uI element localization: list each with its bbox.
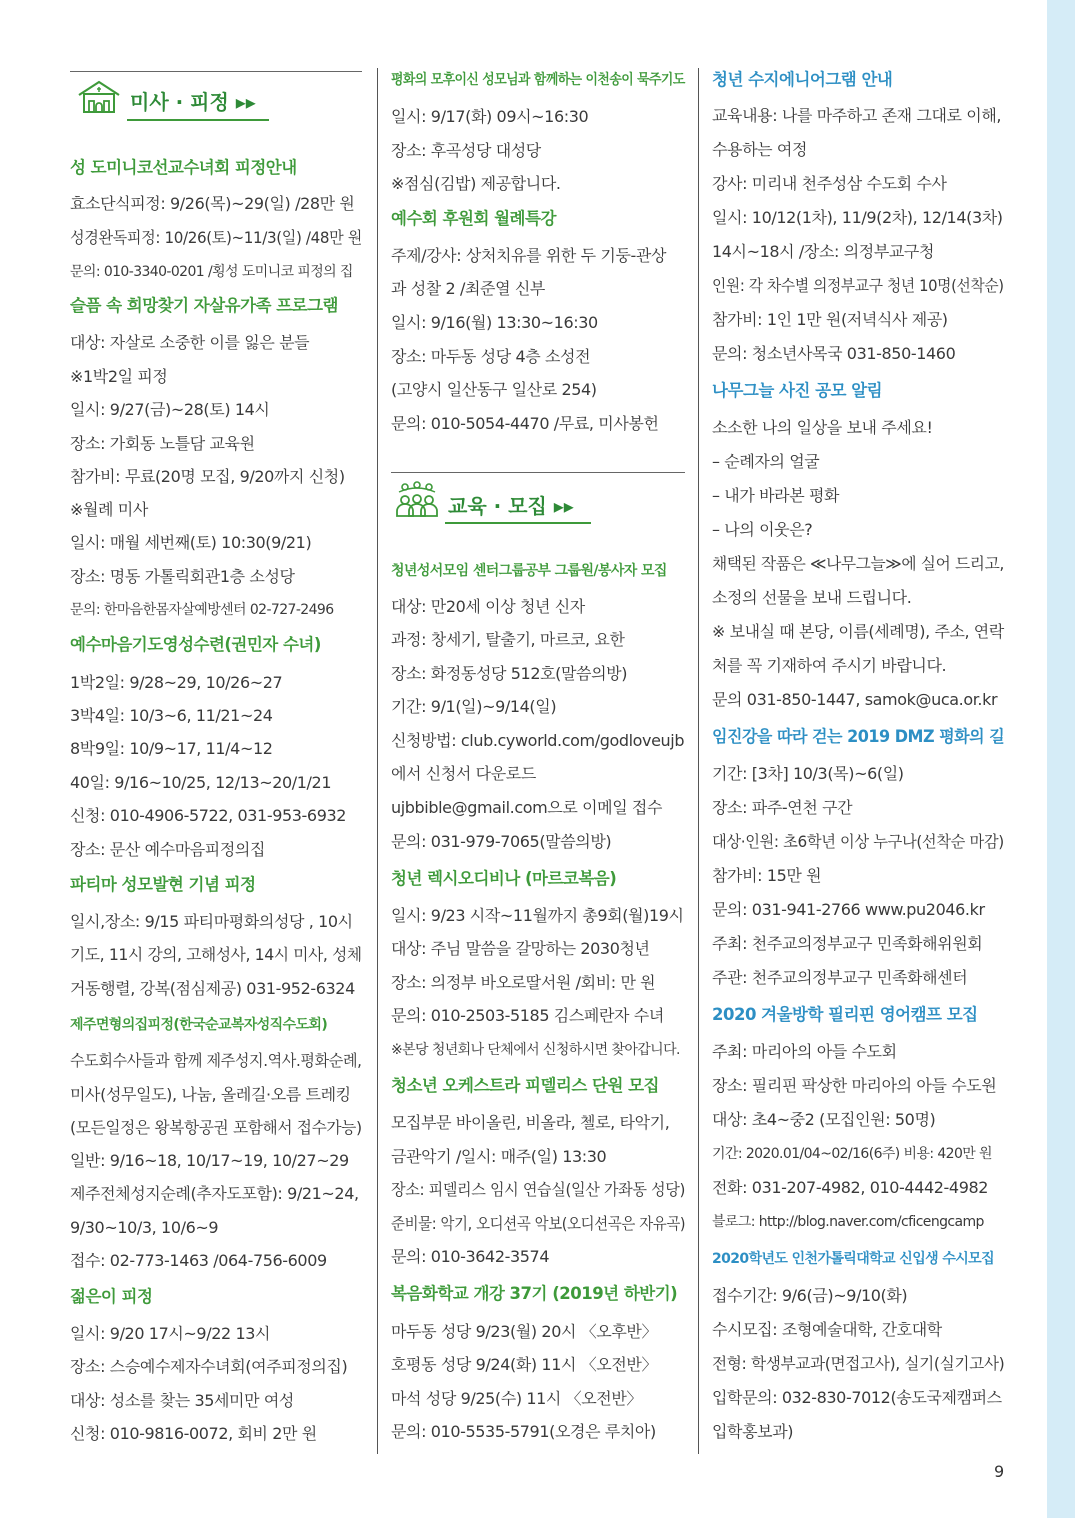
notice-line: ※점심(김밥) 제공합니다. <box>391 174 561 193</box>
notice-line: 마석 성당 9/25(수) 11시 〈오전반〉 <box>391 1389 643 1408</box>
section-title-education: 교육 · 모집 ▸▸ <box>448 494 574 518</box>
notice-line: 문의 031-850-1447, samok@uca.or.kr <box>712 690 998 709</box>
notice-line: – 순례자의 얼굴 <box>712 452 820 471</box>
notice-line: 9/30~10/3, 10/6~9 <box>70 1218 219 1237</box>
notice-line: 기간: 2020.01/04~02/16(6주) 비용: 420만 원 <box>712 1146 992 1162</box>
notice-line: 소소한 나의 일상을 보내 주세요! <box>712 418 933 437</box>
notice-line: 장소: 화정동성당 512호(말씀의방) <box>391 664 628 683</box>
notice-line: 제주전체성지순례(추자도포함): 9/21~24, <box>70 1184 359 1203</box>
notice-heading: 젊은이 피정 <box>70 1287 153 1306</box>
notice-line: 접수기간: 9/6(금)~9/10(화) <box>712 1286 908 1305</box>
notice-line: ※본당 청년회나 단체에서 신청하시면 찾아갑니다. <box>391 1042 680 1058</box>
notice-line: 문의: 010-3642-3574 <box>391 1247 550 1266</box>
notice-line: 장소: 후곡성당 대성당 <box>391 141 541 160</box>
notice-heading: 청년 렉시오디비나 (마르코복음) <box>391 869 617 888</box>
notice-heading: 슬픔 속 희망찾기 자살유가족 프로그램 <box>70 296 339 315</box>
notice-heading: 2020학년도 인천가톨릭대학교 신입생 수시모집 <box>712 1251 995 1267</box>
notice-line: 3박4일: 10/3~6, 11/21~24 <box>70 706 273 725</box>
notice-heading: 예수마음기도영성수련(권민자 수녀) <box>70 635 321 654</box>
notice-line: 신청: 010-9816-0072, 회비 2만 원 <box>70 1424 317 1443</box>
notice-line: 수시모집: 조형예술대학, 간호대학 <box>712 1320 942 1339</box>
section-top-rule <box>391 472 685 473</box>
notice-heading: 파티마 성모발현 기념 피정 <box>70 875 256 894</box>
notice-line: 전형: 학생부교과(면접고사), 실기(실기고사) <box>712 1354 1005 1373</box>
notice-line: 수도회수사들과 함께 제주성지.역사.평화순례, <box>70 1051 362 1070</box>
notice-line: ※ 보내실 때 본당, 이름(세례명), 주소, 연락 <box>712 622 1004 641</box>
notice-line: ujbbible@gmail.com으로 이메일 접수 <box>391 798 663 817</box>
notice-line: – 나의 이웃은? <box>712 520 813 539</box>
notice-line: 장소: 의정부 바오로딸서원 /회비: 만 원 <box>391 973 656 992</box>
notice-line: (고양시 일산동구 일산로 254) <box>391 380 597 399</box>
notice-line: (모든일정은 왕복항공권 포함해서 접수가능) <box>70 1118 362 1137</box>
notice-heading: 평화의 모후이신 성모님과 함께하는 이천송이 묵주기도 <box>391 72 685 88</box>
page-number: 9 <box>994 1462 1005 1481</box>
notice-line: 모집부문 바이올린, 비올라, 첼로, 타악기, <box>391 1113 670 1132</box>
notice-line: 대상: 초4~중2 (모집인원: 50명) <box>712 1110 936 1129</box>
notice-line: 신청: 010-4906-5722, 031-953-6932 <box>70 806 347 825</box>
notice-line: 일시: 9/20 17시~9/22 13시 <box>70 1324 271 1343</box>
notice-line: 문의: 010-3340-0201 /횡성 도미니코 피정의 집 <box>70 264 353 280</box>
notice-line: 일시,장소: 9/15 파티마평화의성당 , 10시 <box>70 912 353 931</box>
notice-line: 일반: 9/16~18, 10/17~19, 10/27~29 <box>70 1151 349 1170</box>
notice-line: 주제/강사: 상처치유를 위한 두 기둥-관상 <box>391 246 666 265</box>
notice-line: 장소: 가회동 노틀담 교육원 <box>70 434 255 453</box>
notice-line: 장소: 필리핀 팍상한 마리아의 아들 수도원 <box>712 1076 997 1095</box>
notice-line: 수용하는 여정 <box>712 140 808 159</box>
notice-line: 장소: 피델리스 임시 연습실(일산 가좌동 성당) <box>391 1180 686 1199</box>
notice-line: 접수: 02-773-1463 /064-756-6009 <box>70 1251 327 1270</box>
people-group-icon <box>393 480 441 520</box>
notice-heading: 임진강을 따라 걷는 2019 DMZ 평화의 길 <box>712 727 1005 746</box>
section-top-rule <box>70 71 362 72</box>
notice-line: 장소: 파주-연천 구간 <box>712 798 853 817</box>
notice-line: 일시: 9/16(월) 13:30~16:30 <box>391 313 598 332</box>
notice-line: 기간: 9/1(일)~9/14(일) <box>391 697 557 716</box>
column-divider <box>377 68 378 1454</box>
notice-heading: 복음화학교 개강 37기 (2019년 하반기) <box>391 1284 678 1303</box>
right-edge-band <box>1047 0 1075 1518</box>
notice-line: 문의: 031-979-7065(말씀의방) <box>391 832 612 851</box>
notice-line: 참가비: 무료(20명 모집, 9/20까지 신청) <box>70 467 345 486</box>
notice-line: 문의: 010-2503-5185 김스페란자 수녀 <box>391 1006 664 1025</box>
notice-line: 채택된 작품은 ≪나무그늘≫에 실어 드리고, <box>712 554 1004 573</box>
notice-heading: 성 도미니코선교수녀회 피정안내 <box>70 158 297 177</box>
notice-line: ※월례 미사 <box>70 500 148 519</box>
notice-line: 입학홍보과) <box>712 1422 794 1441</box>
notice-heading: 제주면형의집피정(한국순교복자성직수도회) <box>70 1017 328 1033</box>
notice-line: 대상: 만20세 이상 청년 신자 <box>391 597 585 616</box>
notice-line: 교육내용: 나를 마주하고 존재 그대로 이해, <box>712 106 1002 125</box>
notice-line: 일시: 9/17(화) 09시~16:30 <box>391 107 589 126</box>
notice-line: 주최: 마리아의 아들 수도회 <box>712 1042 897 1061</box>
notice-line: 대상: 성소를 찾는 35세미만 여성 <box>70 1391 294 1410</box>
notice-line: ※1박2일 피정 <box>70 367 168 386</box>
notice-line: 문의: 청소년사목국 031-850-1460 <box>712 344 956 363</box>
notice-heading: 청년 수지에니어그램 안내 <box>712 70 893 89</box>
notice-heading: 청소년 오케스트라 피델리스 단원 모집 <box>391 1076 660 1095</box>
notice-line: 대상: 주님 말씀을 갈망하는 2030청년 <box>391 939 650 958</box>
notice-line: 일시: 9/23 시작~11월까지 총9회(월)19시 <box>391 906 684 925</box>
notice-heading: 예수회 후원회 월례특강 <box>391 209 556 228</box>
notice-line: 일시: 매월 세번째(토) 10:30(9/21) <box>70 533 312 552</box>
column-divider <box>698 68 699 1454</box>
notice-line: 호평동 성당 9/24(화) 11시 〈오전반〉 <box>391 1355 658 1374</box>
notice-line: 주최: 천주교의정부교구 민족화해위원회 <box>712 934 983 953</box>
notice-line: 대상: 자살로 소중한 이를 잃은 분들 <box>70 333 310 352</box>
notice-line: 신청방법: club.cyworld.com/godloveujb <box>391 731 685 750</box>
notice-line: 과정: 창세기, 탈출기, 마르코, 요한 <box>391 630 625 649</box>
house-icon <box>75 79 123 115</box>
notice-line: 문의: 010-5535-5791(오경은 루치아) <box>391 1422 656 1441</box>
notice-line: 전화: 031-207-4982, 010-4442-4982 <box>712 1178 989 1197</box>
notice-line: – 내가 바라본 평화 <box>712 486 840 505</box>
notice-line: 참가비: 15만 원 <box>712 866 822 885</box>
notice-line: 주관: 천주교의정부교구 민족화해센터 <box>712 968 968 987</box>
notice-line: 처를 꼭 기재하여 주시기 바랍니다. <box>712 656 947 675</box>
notice-line: 입학문의: 032-830-7012(송도국제캠퍼스 <box>712 1388 1002 1407</box>
notice-heading: 2020 겨울방학 필리핀 영어캠프 모집 <box>712 1005 978 1024</box>
notice-heading: 나무그늘 사진 공모 알림 <box>712 381 883 400</box>
notice-line: 일시: 10/12(1차), 11/9(2차), 12/14(3차) <box>712 208 1003 227</box>
notice-line: 1박2일: 9/28~29, 10/26~27 <box>70 673 283 692</box>
notice-line: 장소: 명동 가톨릭회관1층 소성당 <box>70 567 295 586</box>
notice-line: 40일: 9/16~10/25, 12/13~20/1/21 <box>70 773 332 792</box>
notice-line: 문의: 031-941-2766 www.pu2046.kr <box>712 900 985 919</box>
notice-line: 14시~18시 /장소: 의정부교구청 <box>712 242 935 261</box>
notice-line: 장소: 스승예수제자수녀회(여주피정의집) <box>70 1357 348 1376</box>
notice-line: 기도, 11시 강의, 고해성사, 14시 미사, 성체 <box>70 945 362 964</box>
notice-line: 일시: 9/27(금)~28(토) 14시 <box>70 400 270 419</box>
notice-line: 과 성찰 2 /최준열 신부 <box>391 279 545 298</box>
notice-line: 장소: 마두동 성당 4층 소성전 <box>391 347 591 366</box>
notice-line: 금관악기 /일시: 매주(일) 13:30 <box>391 1147 607 1166</box>
notice-line: 문의: 한마음한몸자살예방센터 02-727-2496 <box>70 602 334 618</box>
notice-line: 에서 신청서 다운로드 <box>391 764 536 783</box>
notice-heading: 청년성서모임 센터그룹공부 그룹원/봉사자 모집 <box>391 563 667 579</box>
notice-line: 거동행렬, 강복(점심제공) 031-952-6324 <box>70 979 355 998</box>
notice-line: 장소: 문산 예수마음피정의집 <box>70 840 266 859</box>
section-title-mass: 미사 · 피정 ▸▸ <box>130 90 256 114</box>
notice-line: 참가비: 1인 1만 원(저녁식사 제공) <box>712 310 948 329</box>
notice-line: 효소단식피정: 9/26(목)~29(일) /28만 원 <box>70 194 355 213</box>
notice-line: 성경완독피정: 10/26(토)~11/3(일) /48만 원 <box>70 228 362 247</box>
notice-line: 마두동 성당 9/23(월) 20시 〈오후반〉 <box>391 1322 658 1341</box>
notice-line: 강사: 미리내 천주성삼 수도회 수사 <box>712 174 947 193</box>
section-title-underline <box>445 522 591 524</box>
section-title-underline <box>127 119 269 121</box>
notice-line: 인원: 각 차수별 의정부교구 청년 10명(선착순) <box>712 276 1004 295</box>
notice-line: 블로그: http://blog.naver.com/cficengcamp <box>712 1214 984 1230</box>
notice-line: 8박9일: 10/9~17, 11/4~12 <box>70 739 273 758</box>
notice-line: 기간: [3차] 10/3(목)~6(일) <box>712 764 904 783</box>
notice-line: 준비물: 악기, 오디션곡 악보(오디션곡은 자유곡) <box>391 1214 686 1233</box>
notice-line: 문의: 010-5054-4470 /무료, 미사봉헌 <box>391 414 659 433</box>
notice-line: 미사(성무일도), 나눔, 올레길·오름 트레킹 <box>70 1085 351 1104</box>
notice-line: 소정의 선물을 보내 드립니다. <box>712 588 912 607</box>
notice-line: 대상·인원: 초6학년 이상 누구나(선착순 마감) <box>712 832 1004 851</box>
